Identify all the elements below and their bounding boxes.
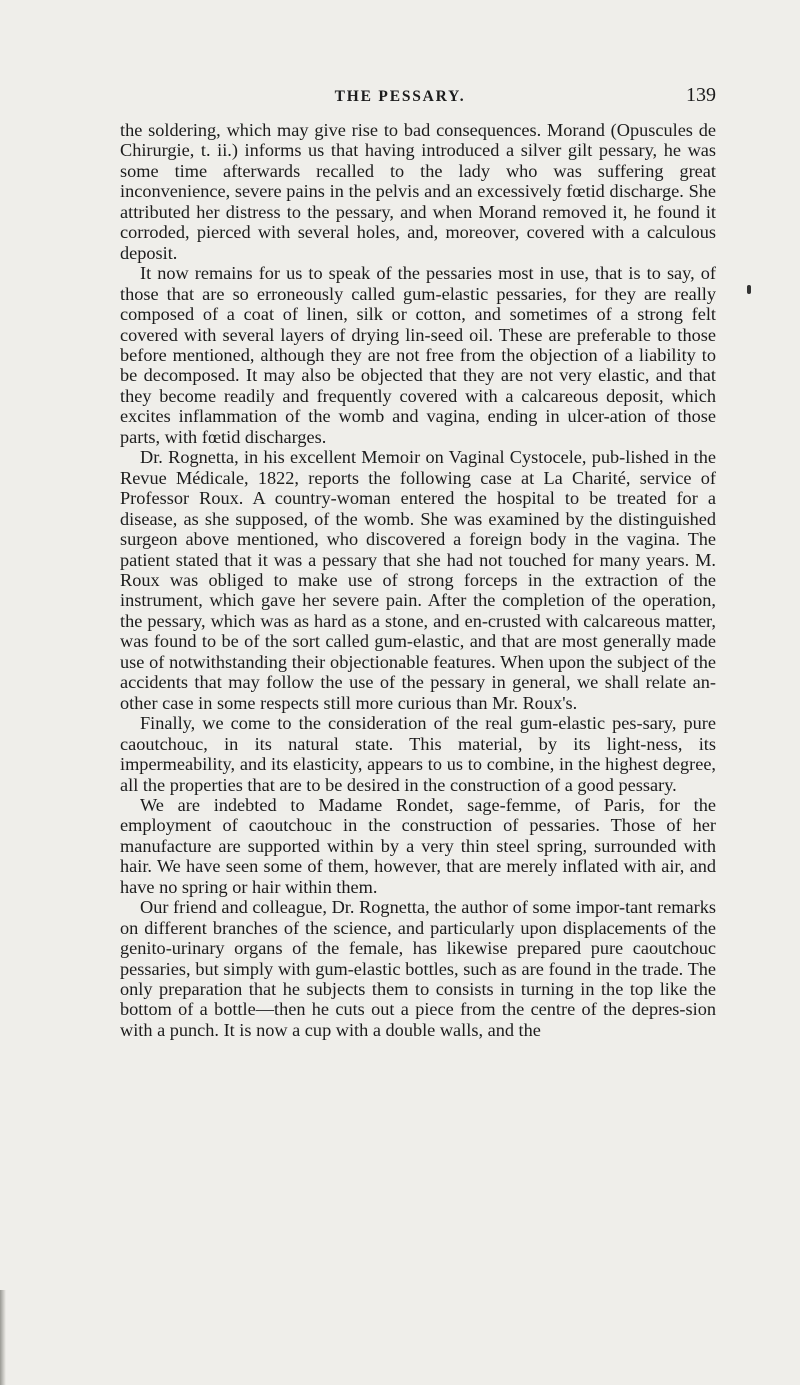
page-number: 139 [686,84,716,106]
paragraph: Our friend and colleague, Dr. Rognetta, the author of some impor-tant remarks on different branches of the science, and particularly upon displacements of the genito-urinary organs of the female, has likewise prepared pure caoutchouc pessaries, but simply with gum-elastic bottles, such as are found in the trade. The only preparation that he subjects them to consists in turning in the top like the bottom of a bottle—then he cuts out a piece from the centre of the depres-sion with a punch. It is now a cup with a double walls, and the [120,897,716,1040]
page-header [0,84,800,112]
ink-mark [747,285,751,294]
body-text [120,120,716,1040]
paragraph: Dr. Rognetta, in his excellent Memoir on Vaginal Cystocele, pub-lished in the Revue Médicale, 1822, reports the following case at La Charité, service of Professor Roux. A country-woman entered the hospital to be treated for a disease, as she supposed, of the womb. She was examined by the distinguished surgeon above mentioned, who discovered a foreign body in the vagina. The patient stated that it was a pessary that she had not touched for many years. M. Roux was obliged to make use of strong forceps in the extraction of the instrument, which gave her severe pain. After the completion of the operation, the pessary, which was as hard as a stone, and en-crusted with calcareous matter, was found to be of the sort called gum-elastic, and that are most generally made use of notwithstanding their objectionable features. When upon the subject of the accidents that may follow the use of the pessary in general, we shall relate an-other case in some respects still more curious than Mr. Roux's. [120,447,716,713]
running-head: THE PESSARY. [334,88,466,105]
paragraph: It now remains for us to speak of the pessaries most in use, that is to say, of those that are so erroneously called gum-elastic pessaries, for they are really composed of a coat of linen, silk or cotton, and sometimes of a strong felt covered with several layers of drying lin-seed oil. These are preferable to those before mentioned, although they are not free from the objection of a liability to be decomposed. It may also be objected that they are not very elastic, and that they become readily and frequently covered with a calcareous deposit, which excites inflammation of the womb and vagina, ending in ulcer-ation of those parts, with fœtid discharges. [120,263,716,447]
paragraph: We are indebted to Madame Rondet, sage-femme, of Paris, for the employment of caoutchouc in the construction of pessaries. Those of her manufacture are supported within by a very thin steel spring, surrounded with hair. We have seen some of them, however, that are merely inflated with air, and have no spring or hair within them. [120,794,716,897]
page-edge-shadow [0,1290,6,1385]
paragraph: the soldering, which may give rise to bad consequences. Morand (Opuscules de Chirurgie, t. ii.) informs us that having introduced a silver gilt pessary, he was some time afterwards recalled to the lady who was suffering great inconvenience, severe pains in the pelvis and an excessively fœtid discharge. She attributed her distress to the pessary, and when Morand removed it, he found it corroded, pierced with several holes, and, moreover, covered with a calculous deposit. [120,120,716,263]
paragraph: Finally, we come to the consideration of the real gum-elastic pes-sary, pure caoutchouc, in its natural state. This material, by its light-ness, its impermeability, and its elasticity, appears to us to combine, in the highest degree, all the properties that are to be desired in the construction of a good pessary. [120,713,716,795]
